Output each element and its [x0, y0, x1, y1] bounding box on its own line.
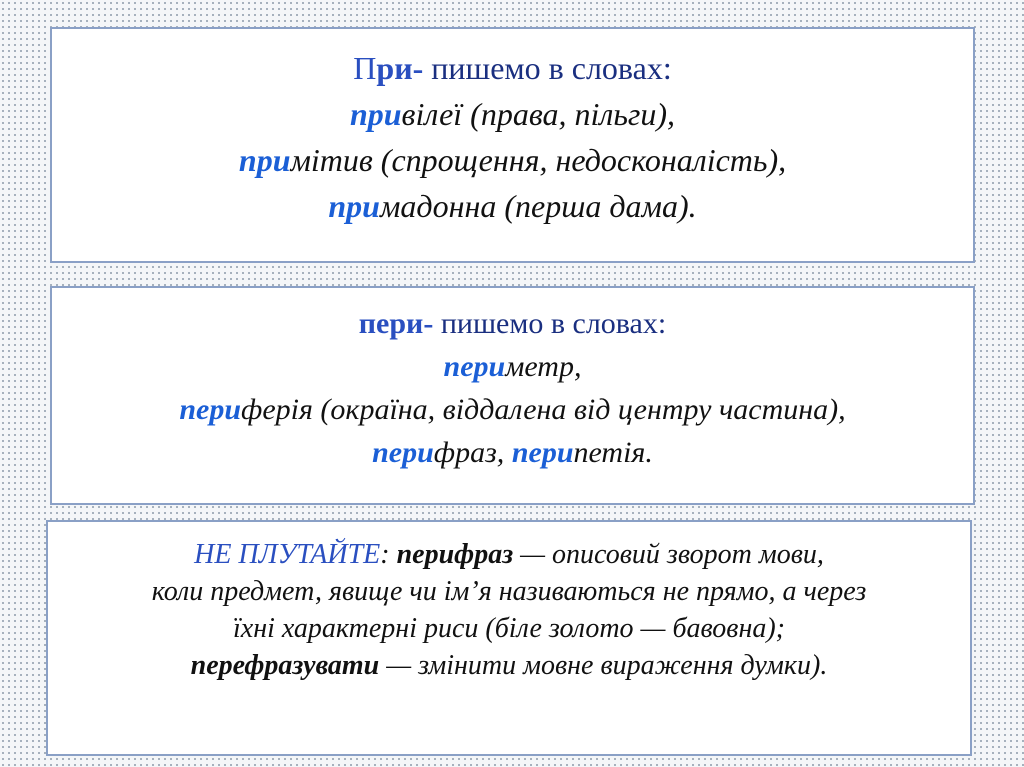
note-colon: :	[380, 539, 397, 570]
pery-word-line-1	[52, 345, 973, 388]
pry-word-prefix: при	[349, 96, 402, 132]
pry-word-prefix: при	[328, 188, 380, 224]
note-definition-1: — описовий зворот мови,	[513, 539, 824, 570]
note-line-2: коли предмет, явище чи ім’я називаються не прямо, а через	[151, 576, 867, 607]
pry-word-prefix: при	[238, 142, 291, 178]
pery-word-rest: фраз,	[433, 436, 512, 469]
note-term-perifraz: перифраз	[396, 539, 514, 570]
pery-word-prefix: пери	[179, 393, 242, 426]
pery-word-prefix: пери	[511, 436, 574, 469]
note-term-perefrazuvaty: перефразувати	[190, 650, 380, 681]
do-not-confuse-box	[46, 520, 972, 756]
pery-word-rest: петія.	[573, 436, 653, 469]
pery-heading-prefix: пери-	[358, 307, 434, 340]
note-line-4	[48, 647, 970, 684]
pry-prefix-box	[50, 27, 975, 263]
note-line-1	[48, 536, 970, 573]
pry-word-line-3	[52, 183, 973, 229]
note-label: НЕ ПЛУТАЙТЕ	[194, 539, 381, 570]
pry-word-rest: вілеї (права, пільги),	[401, 96, 676, 132]
pry-heading-prefix: ри-	[376, 50, 424, 86]
pery-heading	[52, 302, 973, 345]
pery-word-line-2	[52, 388, 973, 431]
pry-word-rest: мадонна (перша дама).	[379, 188, 697, 224]
pry-heading	[52, 45, 973, 91]
pery-word-rest: ферія (окраїна, віддалена від центру частина),	[241, 393, 846, 426]
pry-word-line-1	[52, 91, 973, 137]
note-line-3: їхні характерні риси (біле золото — бавовна);	[232, 613, 785, 644]
pery-word-rest: метр,	[505, 350, 582, 383]
note-definition-2: — змінити мовне вираження думки).	[379, 650, 828, 681]
pery-word-prefix: пери	[443, 350, 506, 383]
pry-heading-letter: П	[353, 50, 377, 86]
pry-heading-text: пишемо в словах:	[423, 50, 672, 86]
pery-word-prefix: пери	[372, 436, 434, 469]
pery-heading-text: пишемо в словах:	[433, 307, 667, 340]
pery-word-line-3	[52, 431, 973, 474]
pry-word-line-2	[52, 137, 973, 183]
pery-prefix-box	[50, 286, 975, 505]
pry-word-rest: мітив (спрощення, недосконалість),	[290, 142, 787, 178]
